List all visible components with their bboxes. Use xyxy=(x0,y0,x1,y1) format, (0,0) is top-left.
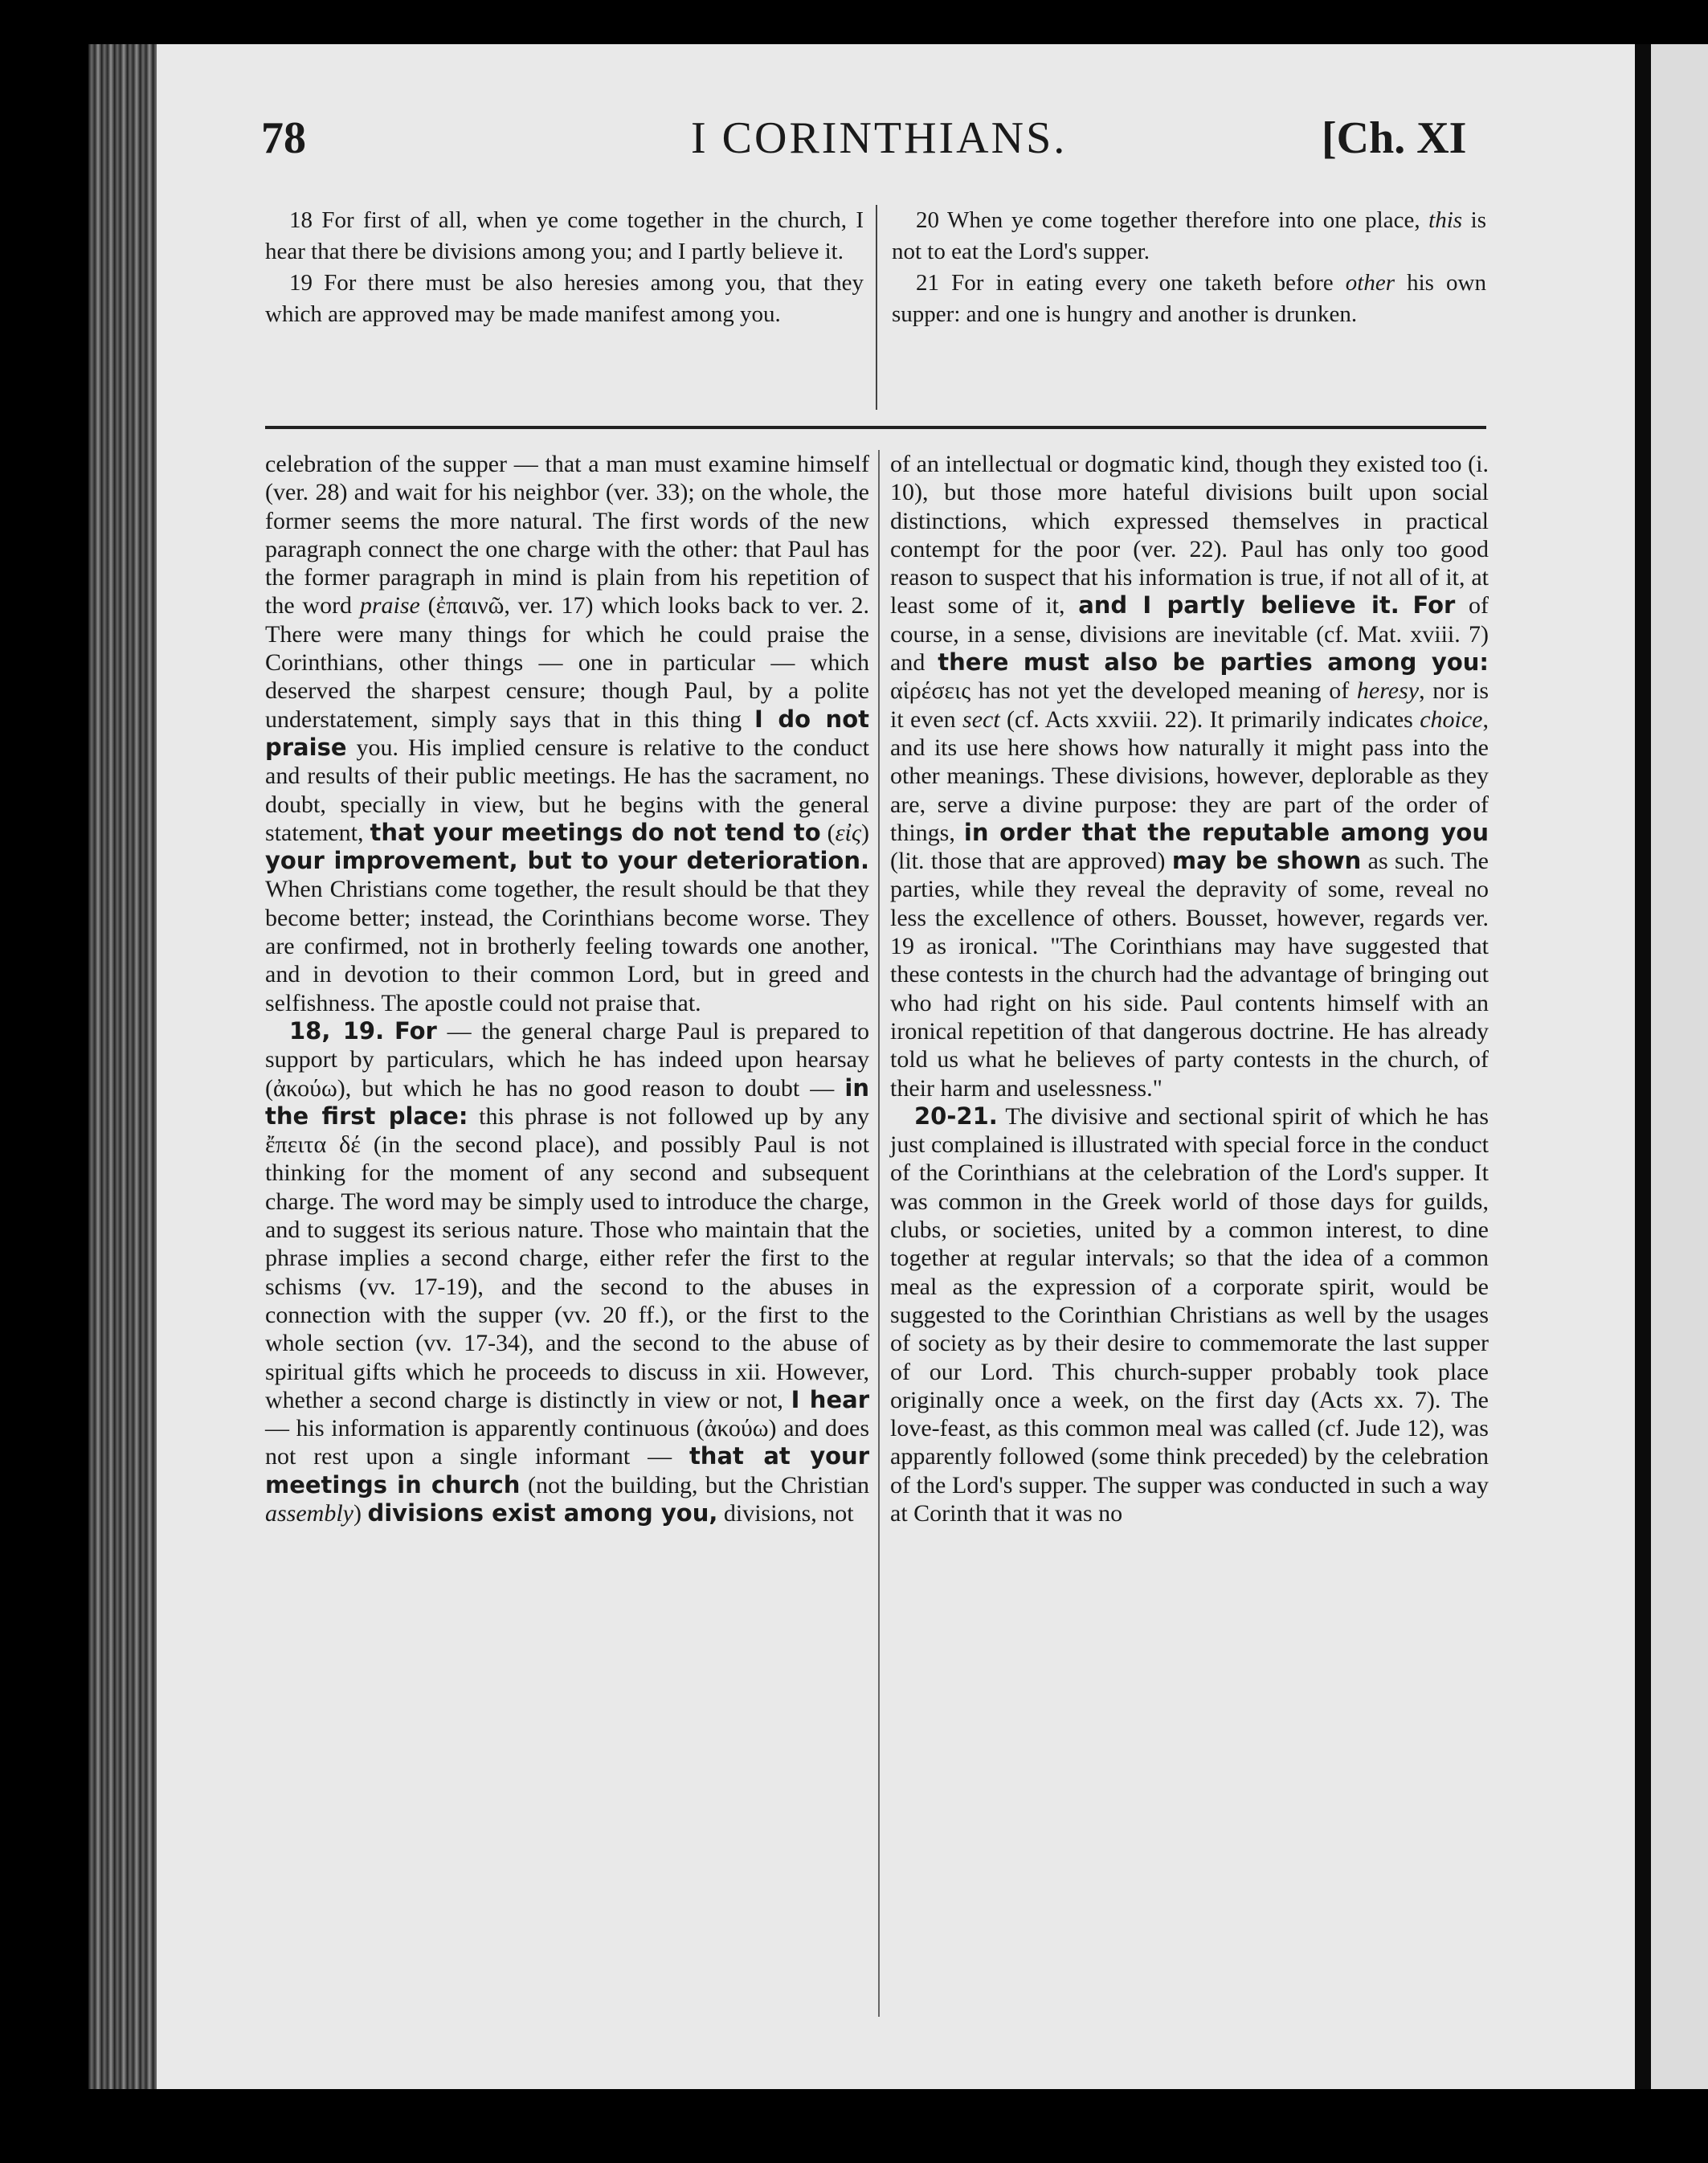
verse-column-right xyxy=(892,205,1486,330)
lemma: I hear xyxy=(791,1385,869,1413)
lemma: I do not praise xyxy=(265,705,869,761)
page-edge-stack xyxy=(88,44,157,2089)
commentary-paragraph xyxy=(890,450,1489,1102)
section-rule xyxy=(265,426,1486,429)
verse-column-left xyxy=(265,205,864,330)
commentary-text: of course, in a sense, divisions are inevitable (cf. Mat. xviii. 7) and xyxy=(890,592,1489,677)
next-page-edge xyxy=(1651,44,1708,2089)
commentary-divider xyxy=(878,450,880,2017)
commentary-italic: heresy xyxy=(1356,677,1420,705)
commentary-text: ) xyxy=(861,819,869,846)
lemma: your improvement, but to your deterioration. xyxy=(265,847,869,875)
verse-21-text-end: his own supper: and one is hungry and another is drunken. xyxy=(892,270,1486,327)
commentary-text: (not the building, but the Christian xyxy=(520,1471,869,1499)
lemma: divisions exist among you, xyxy=(367,1499,718,1527)
commentary-text: When Christians come together, the result should be that they become better; instead, the Corinthians become worse. They are confirmed, not in brotherly feeling towards one another, and in devotion to their common Lord, but in greed and selfishness. The apostle could not praise that. xyxy=(265,876,869,1016)
commentary-italic: choice xyxy=(1420,705,1483,733)
verse-18: 18 For first of all, when ye come together in the church, I hear that there be divisions among you; and I partly believe it. xyxy=(265,207,864,264)
verse-20 xyxy=(892,205,1486,268)
verse-20-text: 20 When ye come together therefore into one place, xyxy=(916,207,1429,233)
commentary-greek: εἰς xyxy=(835,819,861,846)
verse-21-text: 21 For in eating every one taketh before xyxy=(916,270,1346,296)
commentary-text: (ἐπαινῶ, ver. 17) which looks back to ver. 2. There were many things for which he could praise the Corinthians, other things — one in particular — which deserved the sharpest censure; though Paul, by a polite understatement, simply says that in this thing xyxy=(265,592,869,733)
verse-reference: 18, 19. xyxy=(289,1016,385,1045)
lemma: For xyxy=(394,1016,437,1045)
commentary-text: divisions, not xyxy=(717,1499,854,1527)
lemma: there must also be parties among you: xyxy=(938,648,1489,677)
lemma: may be shown xyxy=(1171,847,1362,875)
commentary-italic: sect xyxy=(962,705,1000,733)
commentary-text: ) xyxy=(353,1499,368,1527)
lemma: that at your meetings in church xyxy=(265,1442,869,1499)
commentary-text: you. His implied censure is relative to the conduct and results of their public meetings. He has the sacrament, no doubt, specially in view, but he begins with the general statement, xyxy=(265,734,869,846)
verse-divider xyxy=(876,205,877,410)
lemma: in the first place: xyxy=(265,1073,869,1130)
verse-19: 19 For there must be also heresies among you, that they which are approved may be made manifest among you. xyxy=(265,270,864,327)
verse-reference: 20-21. xyxy=(914,1102,998,1130)
commentary-text: this phrase is not followed up by any ἔπειτα δέ (in the second place), and possibly Paul is not thinking for the moment of any second and subsequent charge. The word may be simply used to introduce the charge, and to suggest its serious nature. Those who maintain that the phrase implies a second charge, either refer the first to the schisms (vv. 17-19), and the second to the abuses in connection with the supper (vv. 20 ff.), or the first to the whole section (vv. 17-34), and the second to the abuse of spiritual gifts which he proceeds to discuss in xii. However, whether a second charge is distinctly in view or not, xyxy=(265,1102,869,1413)
verse-21 xyxy=(892,268,1486,330)
scan-bottom-border xyxy=(0,2089,1708,2163)
lemma: in order that the reputable among you xyxy=(963,818,1489,846)
commentary-text: , and its use here shows how naturally it might pass into the other meanings. These divisions, however, deplorable as they are, serve a divine purpose: they are part of the order of things, xyxy=(890,705,1489,846)
commentary-column-right xyxy=(890,450,1489,1527)
lemma: and I partly believe it. xyxy=(1078,591,1399,619)
commentary-text: , nor is it even xyxy=(890,677,1489,733)
commentary-paragraph-20-21 xyxy=(890,1102,1489,1527)
verse-21-italic: other xyxy=(1345,270,1395,296)
commentary-text: — the general charge Paul is prepared to support by particulars, which he has indeed upon hearsay (ἀκούω), but which he has no good reason to doubt — xyxy=(265,1017,870,1102)
commentary-paragraph-18-19 xyxy=(265,1017,869,1527)
commentary-text: (lit. those that are approved) xyxy=(890,848,1172,875)
verse-20-text-end: is not to eat the Lord's supper. xyxy=(892,207,1486,264)
commentary-text: celebration of the supper — that a man must examine himself (ver. 28) and wait for his neighbor (ver. 33); on the whole, the former seems the more natural. The first words of the new paragraph connect the one charge with the other: that Paul has the former paragraph in mind is plain from his repetition of the word xyxy=(265,451,869,619)
lemma: that your meetings do not tend to xyxy=(370,818,821,846)
lemma: For xyxy=(1412,591,1456,619)
verse-20-italic: this xyxy=(1428,207,1463,233)
commentary-text: αἱρέσεις has not yet the developed meaning of xyxy=(890,677,1357,705)
commentary-text: — his information is apparently continuous (ἀκούω) and does not rest upon a single informant — xyxy=(265,1415,869,1470)
commentary-text: as such. The parties, while they reveal the depravity of some, reveal no less the excellence of others. Bousset, however, regards ver. 19 as ironical. "The Corinthians may have suggested that these contests in the church had the advantage of bringing out who had right on his side. Paul contents himself with an ironical repetition of that dangerous doctrine. He has already told us what he believes of party contests in the church, of their harm and uselessness." xyxy=(890,848,1489,1102)
commentary-italic: praise xyxy=(359,592,420,619)
commentary-text: ( xyxy=(820,819,836,846)
commentary-text: (cf. Acts xxviii. 22). It primarily indicates xyxy=(999,705,1420,733)
commentary-italic: assembly xyxy=(265,1499,353,1527)
commentary-paragraph xyxy=(265,450,869,1017)
commentary-text: of an intellectual or dogmatic kind, though they existed too (i. 10), but those more hateful divisions built upon social distinctions, which expressed themselves in practical contempt for the poor (ver. 22). Paul has only too good reason to suspect that his information is true, if not all of it, at least some of it, xyxy=(890,451,1489,619)
chapter-label: [Ch. XI xyxy=(1322,113,1467,163)
commentary-text: The divisive and sectional spirit of which he has just complained is illustrated with special force in the conduct of the Corinthians at the celebration of the Lord's supper. It was common in the Greek world of those days for guilds, clubs, or societies, united by a common interest, to dine together at regular intervals; so that the idea of a common meal as the expression of a corporate spirit, would be suggested to the Corinthian Christians as well by the usages of society as by their desire to commemorate the last supper of our Lord. This church-supper probably took place originally once a week, on the first day (Acts xx. 7). The love-feast, as this common meal was called (cf. Jude 12), was apparently followed (some think preceded) by the celebration of the Lord's supper. The supper was conducted in such a way at Corinth that it was no xyxy=(890,1102,1489,1527)
commentary-column-left xyxy=(265,450,869,1527)
running-title: I CORINTHIANS. xyxy=(691,113,1068,163)
page-number: 78 xyxy=(261,113,306,163)
